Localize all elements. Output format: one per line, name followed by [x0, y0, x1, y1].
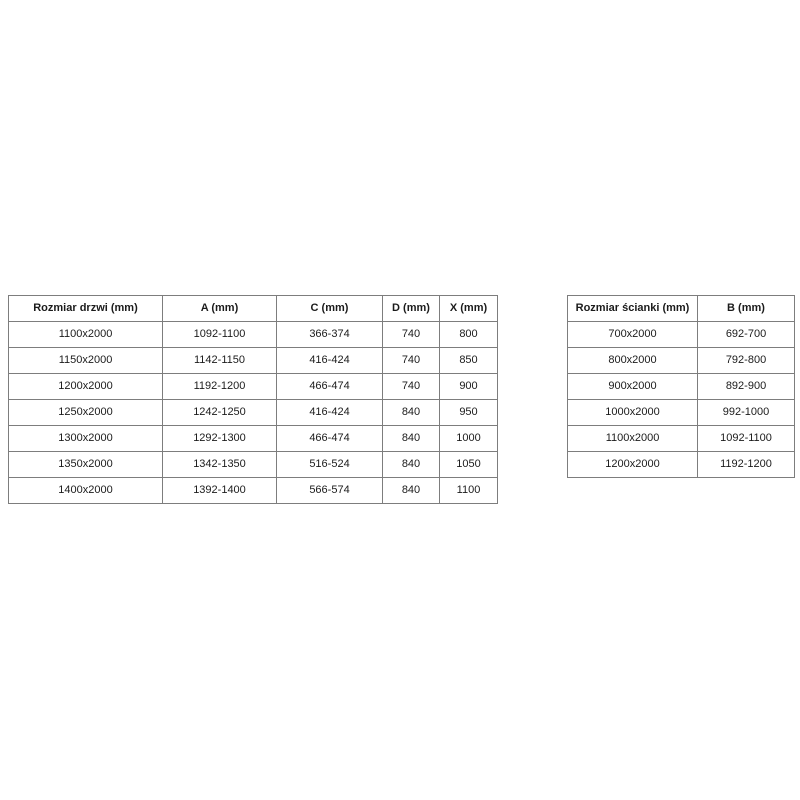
table-cell: 416-424: [277, 400, 383, 426]
wall-sizes-body: [568, 322, 795, 478]
table-cell: 1050: [440, 452, 498, 478]
table-cell: 1400x2000: [9, 478, 163, 504]
table-row: [9, 426, 498, 452]
table-cell: 900: [440, 374, 498, 400]
table-cell: 1100x2000: [9, 322, 163, 348]
table-row: [9, 348, 498, 374]
table-row: [568, 348, 795, 374]
table-cell: 992-1000: [698, 400, 795, 426]
table-cell: 366-374: [277, 322, 383, 348]
column-header: X (mm): [440, 296, 498, 322]
table-cell: 740: [383, 322, 440, 348]
door-sizes-header: [9, 296, 498, 322]
table-cell: 1250x2000: [9, 400, 163, 426]
table-cell: 1392-1400: [163, 478, 277, 504]
door-sizes-table: [8, 295, 498, 504]
table-header-row: [9, 296, 498, 322]
door-sizes-body: [9, 322, 498, 504]
wall-sizes-table: [567, 295, 795, 478]
table-cell: 1092-1100: [698, 426, 795, 452]
column-header: Rozmiar drzwi (mm): [9, 296, 163, 322]
table-cell: 1000x2000: [568, 400, 698, 426]
table-cell: 740: [383, 374, 440, 400]
table-cell: 1092-1100: [163, 322, 277, 348]
table-row: [568, 400, 795, 426]
table-cell: 466-474: [277, 426, 383, 452]
table-cell: 566-574: [277, 478, 383, 504]
table-cell: 1200x2000: [568, 452, 698, 478]
wall-sizes-header: [568, 296, 795, 322]
table-cell: 1242-1250: [163, 400, 277, 426]
table-cell: 792-800: [698, 348, 795, 374]
table-cell: 1200x2000: [9, 374, 163, 400]
table-cell: 1192-1200: [698, 452, 795, 478]
table-cell: 1100: [440, 478, 498, 504]
table-cell: 1300x2000: [9, 426, 163, 452]
table-row: [568, 452, 795, 478]
table-cell: 700x2000: [568, 322, 698, 348]
table-cell: 1292-1300: [163, 426, 277, 452]
table-row: [9, 452, 498, 478]
table-row: [568, 322, 795, 348]
table-row: [9, 478, 498, 504]
column-header: A (mm): [163, 296, 277, 322]
column-header: B (mm): [698, 296, 795, 322]
table-row: [568, 426, 795, 452]
table-row: [9, 400, 498, 426]
table-cell: 692-700: [698, 322, 795, 348]
table-row: [9, 374, 498, 400]
table-cell: 1142-1150: [163, 348, 277, 374]
table-cell: 1192-1200: [163, 374, 277, 400]
column-header: Rozmiar ścianki (mm): [568, 296, 698, 322]
table-cell: 850: [440, 348, 498, 374]
table-cell: 416-424: [277, 348, 383, 374]
column-header: C (mm): [277, 296, 383, 322]
table-cell: 1100x2000: [568, 426, 698, 452]
table-cell: 800: [440, 322, 498, 348]
table-cell: 740: [383, 348, 440, 374]
table-row: [568, 374, 795, 400]
table-cell: 900x2000: [568, 374, 698, 400]
table-cell: 516-524: [277, 452, 383, 478]
table-cell: 840: [383, 400, 440, 426]
table-cell: 840: [383, 452, 440, 478]
table-cell: 1150x2000: [9, 348, 163, 374]
column-header: D (mm): [383, 296, 440, 322]
table-cell: 800x2000: [568, 348, 698, 374]
table-cell: 840: [383, 426, 440, 452]
table-cell: 892-900: [698, 374, 795, 400]
table-cell: 840: [383, 478, 440, 504]
table-cell: 1000: [440, 426, 498, 452]
table-header-row: [568, 296, 795, 322]
table-cell: 950: [440, 400, 498, 426]
table-cell: 466-474: [277, 374, 383, 400]
table-row: [9, 322, 498, 348]
table-cell: 1350x2000: [9, 452, 163, 478]
table-cell: 1342-1350: [163, 452, 277, 478]
